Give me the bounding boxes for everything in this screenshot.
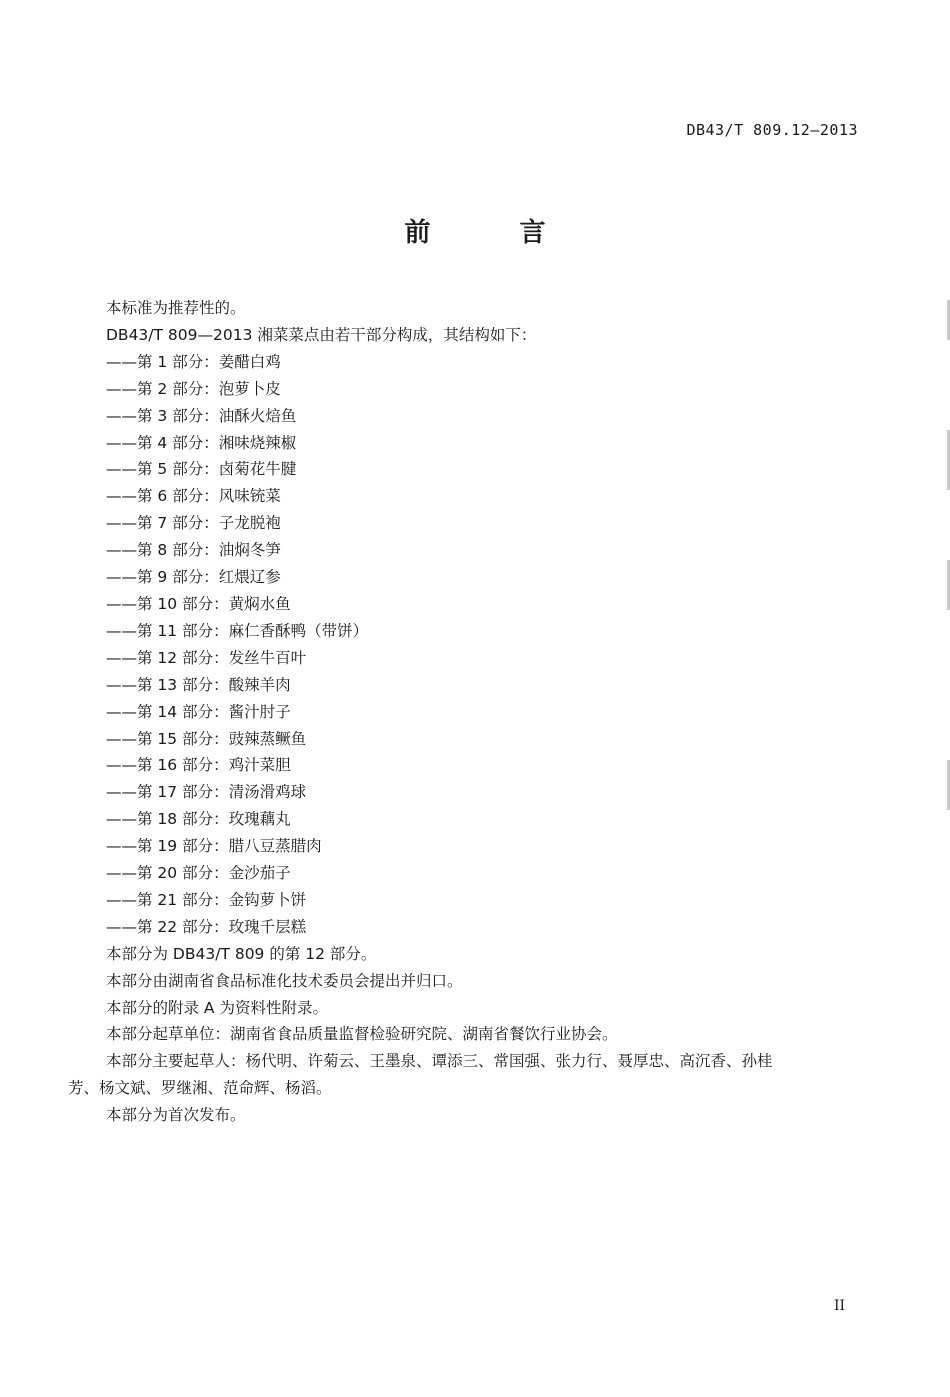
list-item: ——第 10 部分：黄焖水鱼	[106, 594, 291, 613]
list-item: ——第 17 部分：清汤滑鸡球	[106, 783, 307, 802]
list-item: ——第 19 部分：腊八豆蒸腊肉	[106, 837, 322, 856]
list-item: ——第 15 部分：豉辣蒸鳜鱼	[106, 729, 307, 748]
intro-line: 本标准为推荐性的。	[106, 299, 246, 317]
page-number: II	[833, 1298, 845, 1314]
list-item: ——第 18 部分：玫瑰藕丸	[106, 810, 291, 829]
list-item: ——第 12 部分：发丝牛百叶	[106, 648, 307, 667]
list-item: ——第 8 部分：油焖冬笋	[106, 541, 281, 560]
drafting-units-statement: 本部分起草单位：湖南省食品质量监督检验研究院、湖南省餐饮行业协会。	[106, 1025, 618, 1044]
list-item: ——第 1 部分：姜醋白鸡	[106, 352, 281, 371]
list-item: ——第 14 部分：酱汁肘子	[106, 702, 291, 721]
list-item: ——第 3 部分：油酥火焙鱼	[106, 406, 297, 425]
drafters-statement-line1: 本部分主要起草人：杨代明、许菊云、王墨泉、谭添三、常国强、张力行、聂厚忠、高沉香、孙桂	[106, 1052, 773, 1071]
list-item: ——第 16 部分：鸡汁菜胆	[106, 756, 291, 775]
parts-list	[68, 349, 858, 941]
foreword-body	[68, 295, 858, 1129]
list-item: ——第 7 部分：子龙脱袍	[106, 514, 281, 533]
list-item: ——第 21 部分：金钩萝卜饼	[106, 890, 307, 909]
list-item: ——第 6 部分：风味铳菜	[106, 487, 281, 506]
list-item: ——第 2 部分：泡萝卜皮	[106, 379, 281, 398]
list-item: ——第 22 部分：玫瑰千层糕	[106, 917, 307, 936]
first-release-statement: 本部分为首次发布。	[106, 1106, 246, 1125]
page-title: 前 言	[404, 218, 586, 248]
intro-line: DB43/T 809—2013 湘菜菜点由若干部分构成，其结构如下：	[106, 325, 537, 344]
drafters-statement-line2: 芳、杨文斌、罗继湘、范命辉、杨滔。	[68, 1079, 332, 1098]
proposed-by-statement: 本部分由湖南省食品标准化技术委员会提出并归口。	[106, 971, 463, 990]
list-item: ——第 5 部分：卤菊花牛腱	[106, 460, 297, 479]
appendix-statement: 本部分的附录 A 为资料性附录。	[106, 998, 328, 1017]
list-item: ——第 4 部分：湘味烧辣椒	[106, 433, 297, 452]
document-id: DB43/T 809.12—2013	[686, 121, 858, 139]
list-item: ——第 13 部分：酸辣羊肉	[106, 675, 291, 694]
list-item: ——第 20 部分：金沙茄子	[106, 864, 291, 883]
list-item: ——第 9 部分：红煨辽参	[106, 568, 281, 587]
list-item: ——第 11 部分：麻仁香酥鸭（带饼）	[106, 621, 369, 640]
part-of-statement: 本部分为 DB43/T 809 的第 12 部分。	[106, 944, 377, 963]
